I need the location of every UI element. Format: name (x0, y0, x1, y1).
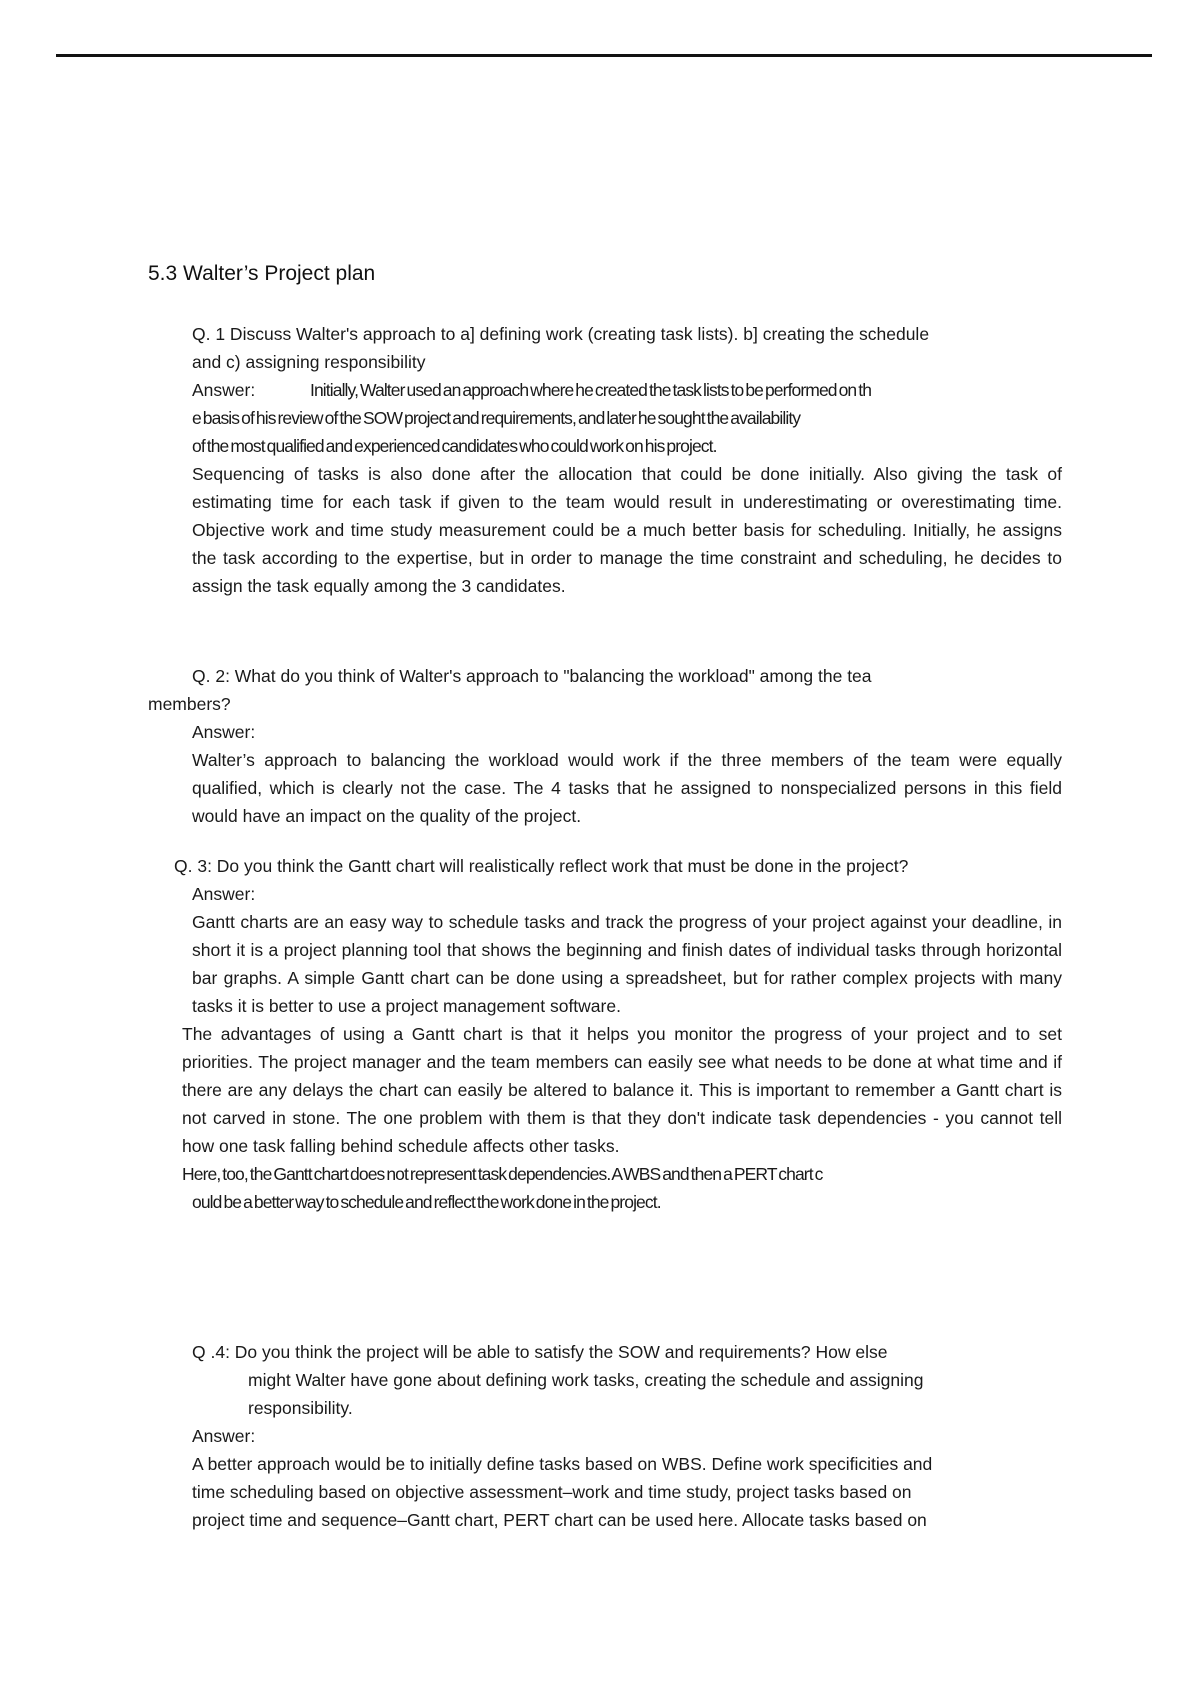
q4-question-line-3: responsibility. (248, 1398, 353, 1418)
q1-answer-line-3: of the most qualified and experienced candidates who could work on his project. (192, 436, 717, 456)
q1-block (192, 320, 1062, 600)
q2-question-line-2: members? (148, 694, 231, 714)
q4-question-line-2: might Walter have gone about defining work tasks, creating the schedule and assigning (248, 1370, 924, 1390)
q3-answer-paragraph-2: The advantages of using a Gantt chart is that it helps you monitor the progress of your project and to set priorities. The project manager and the team members can easily see what needs to be done at what time and if there are any delays the chart can easily be altered to balance it. This is important to remember a Gantt chart is not carved in stone. The one problem with them is that they don't indicate task dependencies - you cannot tell how one task falling behind schedule affects other tasks. (182, 1024, 1062, 1156)
q1-answer-line-2: e basis of his review of the SOW project and requirements, and later he sought the availability (192, 408, 801, 428)
q4-block (192, 1338, 1062, 1534)
q3-answer-paragraph-3-line-1: Here, too, the Gantt chart does not represent task dependencies. A WBS and then a PERT chart c (182, 1164, 823, 1184)
q4-answer-label: Answer: (192, 1426, 256, 1446)
top-rule (56, 54, 1152, 57)
q2-answer: Walter’s approach to balancing the workload would work if the three members of the team were equally qualified, which is clearly not the case. The 4 tasks that he assigned to nonspecialized persons in this field would have an impact on the quality of the project. (192, 750, 1062, 826)
q1-answer-text-1: Initially, Walter used an approach where he created the task lists to be performed on th (310, 380, 872, 400)
q1-answer-line-1 (192, 376, 1062, 404)
q2-block (148, 662, 1062, 830)
q2-question-line-1: Q. 2: What do you think of Walter's approach to "balancing the workload" among the tea (192, 666, 872, 686)
q1-question-line-1: Q. 1 Discuss Walter's approach to a] defining work (creating task lists). b] creating the schedule (192, 324, 930, 344)
q4-answer-line-1: A better approach would be to initially define tasks based on WBS. Define work specificities and (192, 1454, 933, 1474)
q1-paragraph: Sequencing of tasks is also done after the allocation that could be done initially. Also giving the task of estimating time for each task if given to the team would result in underestimating or overestimating time. Objective work and time study measurement could be a much better basis for scheduling. Initially, he assigns the task according to the expertise, but in order to manage the time constraint and scheduling, he decides to assign the task equally among the 3 candidates. (192, 464, 1062, 596)
q3-answer-paragraph-1: Gantt charts are an easy way to schedule tasks and track the progress of your project against your deadline, in short it is a project planning tool that shows the beginning and finish dates of individual tasks through horizontal bar graphs. A simple Gantt chart can be done using a spreadsheet, but for rather complex projects with many tasks it is better to use a project management software. (192, 912, 1062, 1016)
q1-answer-label: Answer: (192, 380, 256, 400)
q1-question-line-2: and c) assigning responsibility (192, 352, 426, 372)
q3-block (170, 852, 1062, 1216)
q4-question-line-1: Q .4: Do you think the project will be able to satisfy the SOW and requirements? How else (192, 1342, 888, 1362)
q2-answer-label: Answer: (192, 722, 256, 742)
q4-answer-line-3: project time and sequence–Gantt chart, PERT chart can be used here. Allocate tasks based on (192, 1510, 927, 1530)
q4-answer-line-2: time scheduling based on objective assessment–work and time study, project tasks based on (192, 1482, 912, 1502)
q3-answer-label: Answer: (192, 884, 256, 904)
section-title: 5.3 Walter’s Project plan (148, 262, 376, 285)
q3-question: Q. 3: Do you think the Gantt chart will realistically reflect work that must be done in the project? (174, 856, 909, 876)
q3-answer-paragraph-3-line-2: ould be a better way to schedule and reflect the work done in the project. (192, 1192, 661, 1212)
